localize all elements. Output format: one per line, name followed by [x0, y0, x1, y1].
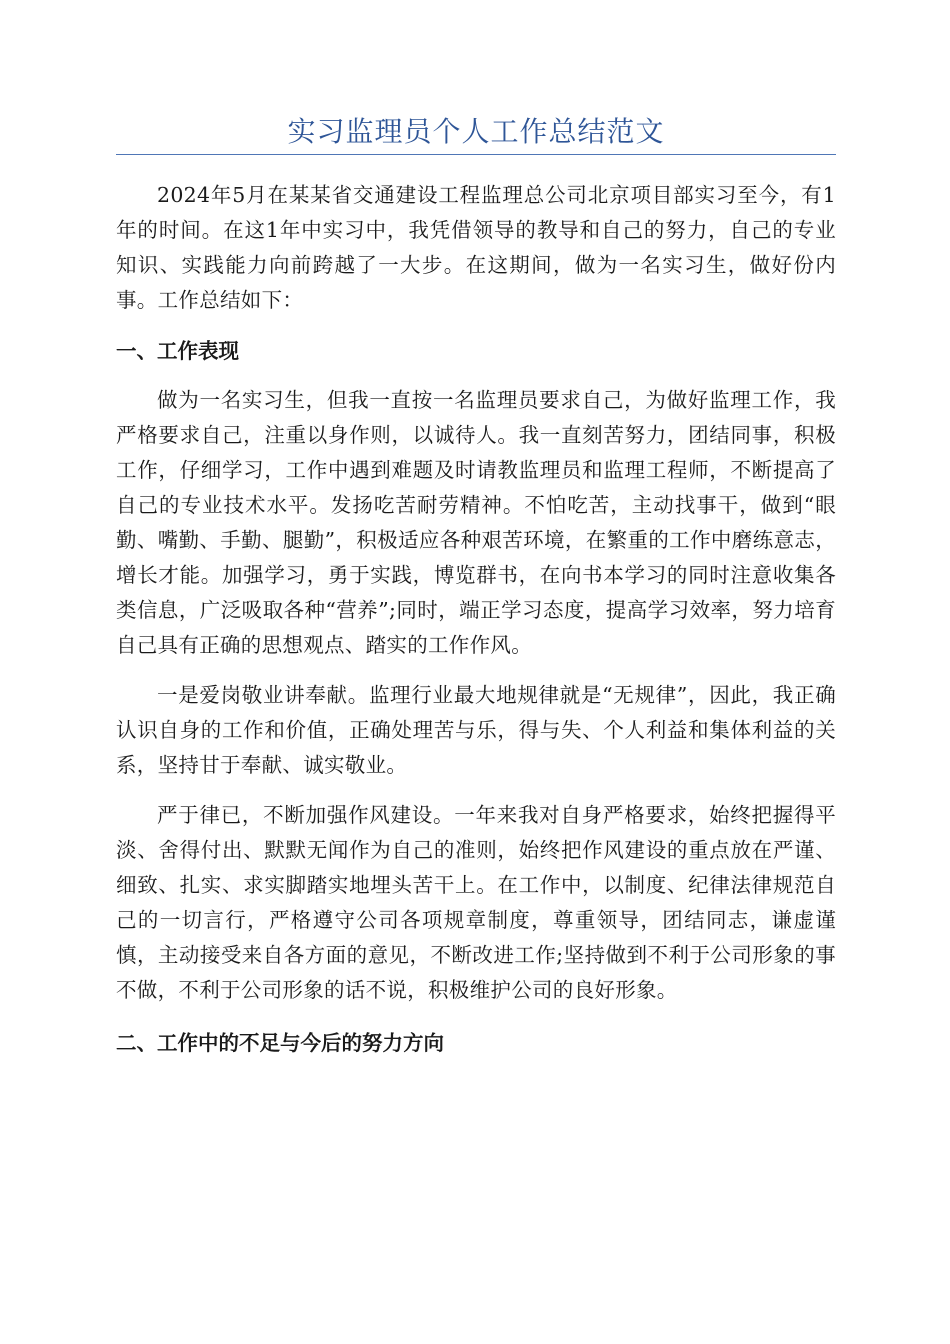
section-heading-work-performance: 一、工作表现	[116, 339, 239, 363]
section-heading-shortcomings: 二、工作中的不足与今后的努力方向	[116, 1031, 444, 1055]
document-title: 实习监理员个人工作总结范文	[116, 112, 836, 155]
body-paragraph: 做为一名实习生，但我一直按一名监理员要求自己，为做好监理工作，我严格要求自己，注重以身作则，以诚待人。我一直刻苦努力，团结同事，积极工作，仔细学习，工作中遇到难题及时请教监理员和监理工程师，不断提高了自己的专业技术水平。发扬吃苦耐劳精神。不怕吃苦，主动找事干，做到“眼勤、嘴勤、手勤、腿勤”，积极适应各种艰苦环境，在繁重的工作中磨练意志，增长才能。加强学习，勇于实践，博览群书，在向书本学习的同时注意收集各类信息，广泛吸取各种“营养”;同时，端正学习态度，提高学习效率，努力培育自己具有正确的思想观点、踏实的工作作风。	[116, 388, 836, 657]
document-page	[116, 0, 836, 1061]
body-paragraph: 严于律已，不断加强作风建设。一年来我对自身严格要求，始终把握得平淡、舍得付出、默默无闻作为自己的准则，始终把作风建设的重点放在严谨、细致、扎实、求实脚踏实地埋头苦干上。在工作中，以制度、纪律法律规范自己的一切言行，严格遵守公司各项规章制度，尊重领导，团结同志，谦虚谨慎，主动接受来自各方面的意见，不断改进工作;坚持做到不利于公司形象的事不做，不利于公司形象的话不说，积极维护公司的良好形象。	[116, 803, 836, 1002]
intro-paragraph: 2024年5月在某某省交通建设工程监理总公司北京项目部实习至今，有1年的时间。在这1年中实习中，我凭借领导的教导和自己的努力，自己的专业知识、实践能力向前跨越了一大步。在这期间，做为一名实习生，做好份内事。工作总结如下：	[116, 183, 836, 312]
body-paragraph: 一是爱岗敬业讲奉献。监理行业最大地规律就是“无规律”，因此，我正确认识自身的工作和价值，正确处理苦与乐，得与失、个人利益和集体利益的关系，坚持甘于奉献、诚实敬业。	[116, 683, 836, 777]
